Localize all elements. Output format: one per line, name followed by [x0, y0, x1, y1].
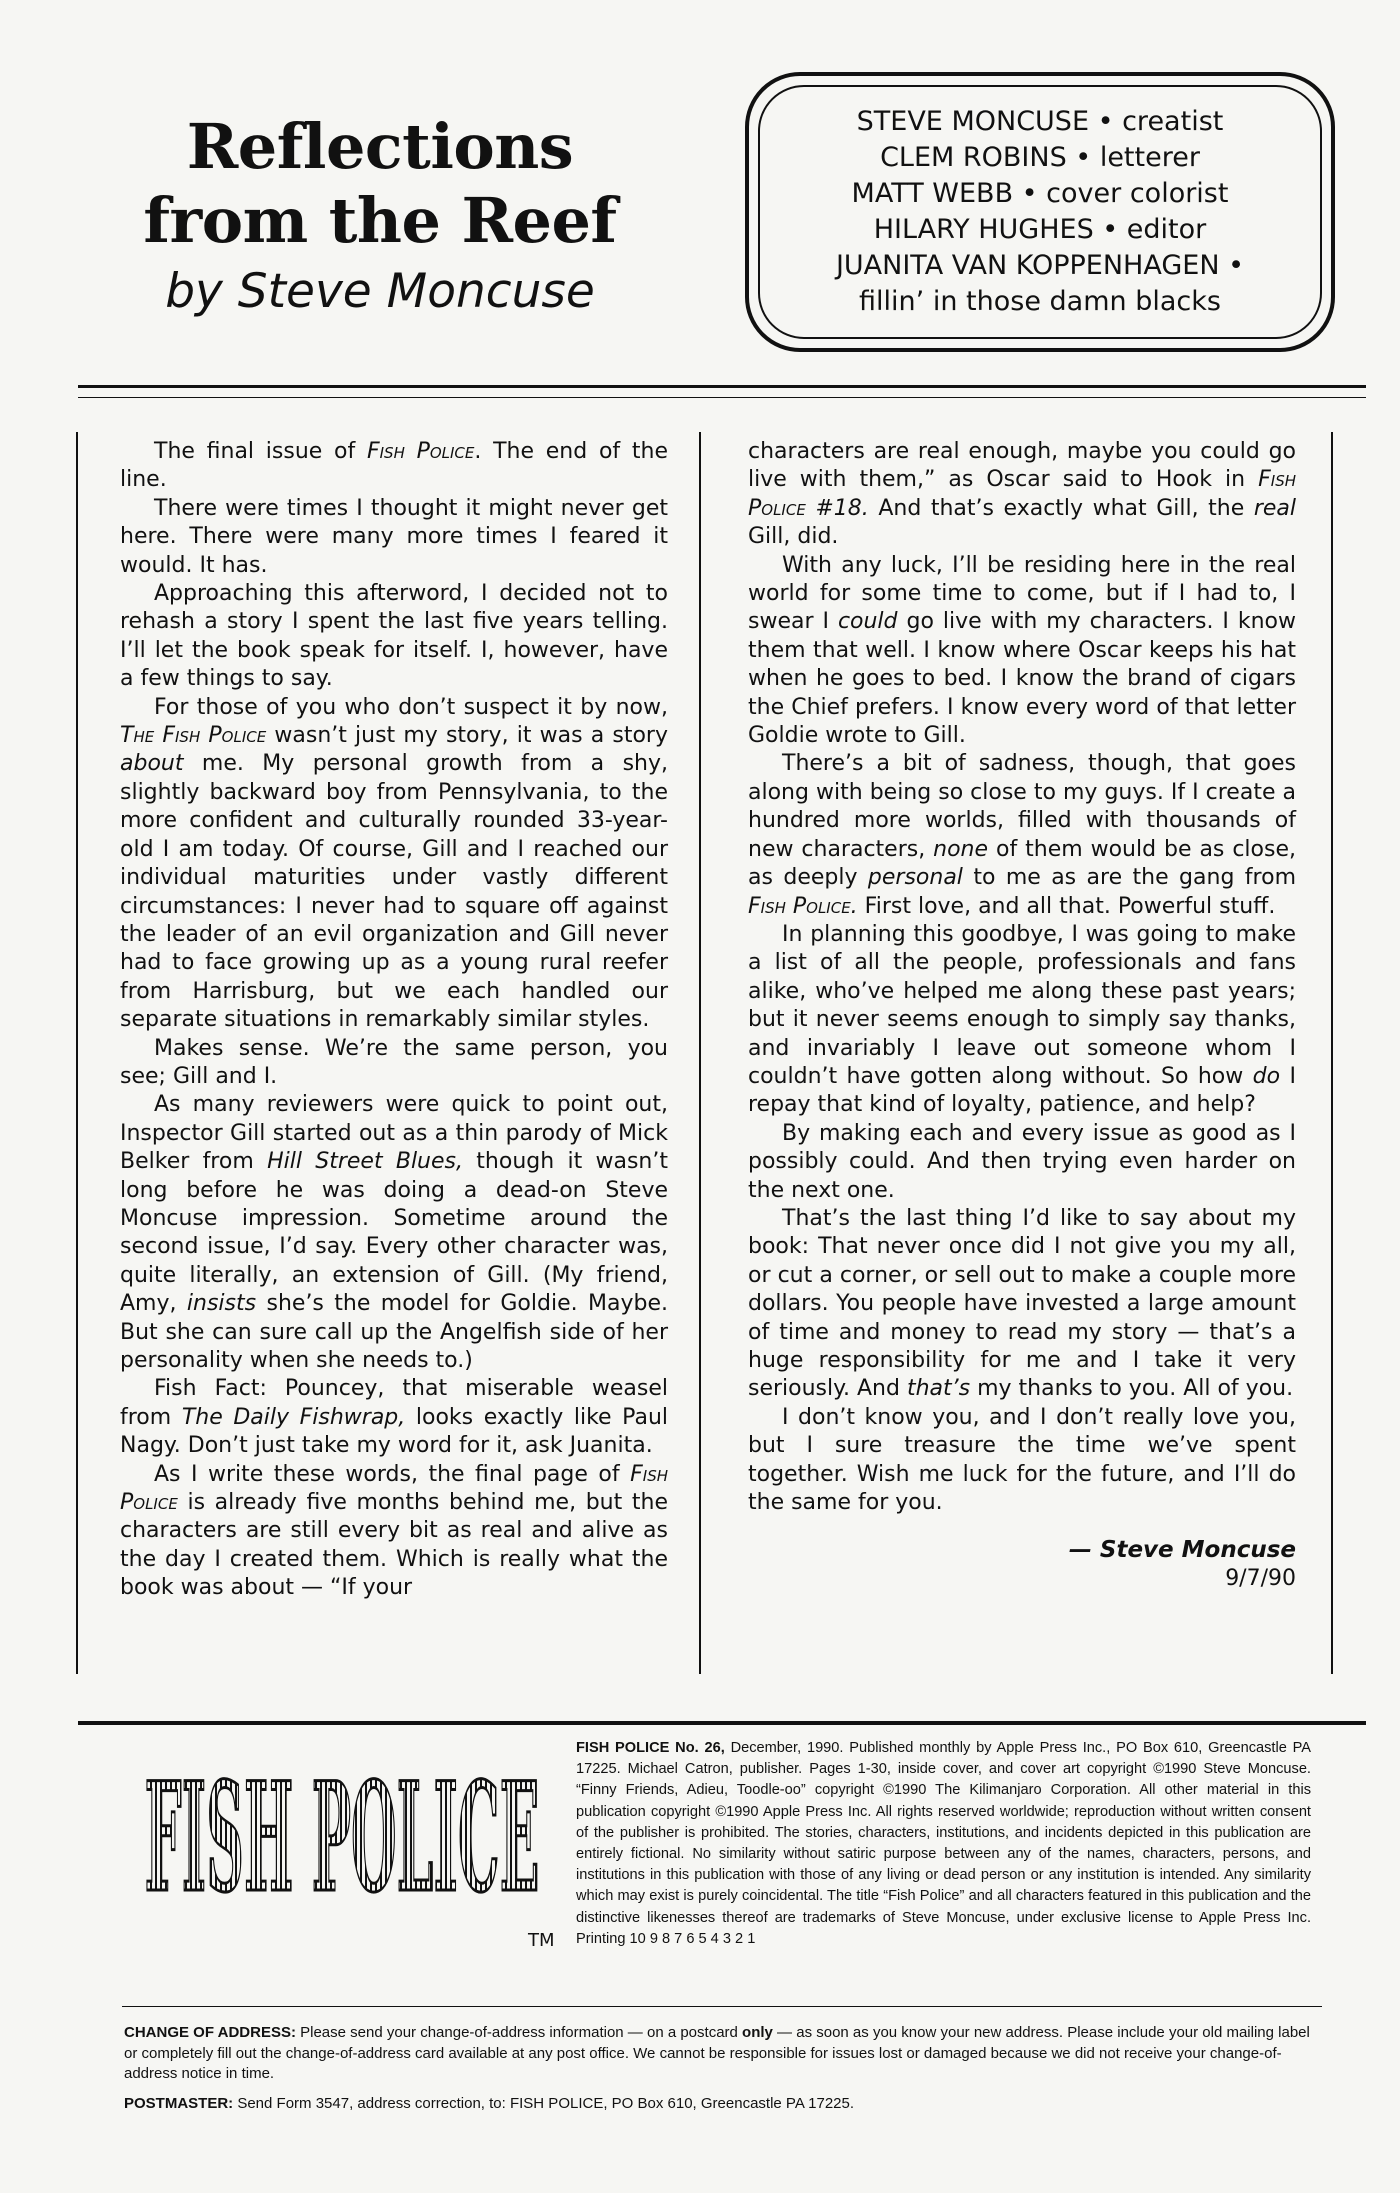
text-run: That’s the last thing I’d like to say about my book: That never once did I not give you my all, or cut a corner, or sell out to make a couple more dollars. You people have invested a large amount of time and money to read my story — that’s a huge responsibility for me and I take it very seriously. And: [748, 1205, 1296, 1402]
text-run: There were times I thought it might never get here. There were many more times I feared it would. It has.: [120, 495, 668, 578]
credits-box: [745, 72, 1335, 352]
text-run: With any luck, I’ll be residing here in the real world for some time to come, but if I had to, I swear I: [748, 552, 1296, 635]
credit-line: STEVE MONCUSE • creatist: [856, 106, 1224, 137]
column-rule-center: [699, 432, 701, 1674]
article-paragraph: [120, 1461, 668, 1603]
emphasis: that’s: [906, 1376, 971, 1402]
coa-text-a: Please send your change-of-address information — on a postcard: [295, 2024, 743, 2041]
title-reference: Fish Police: [120, 1461, 668, 1516]
text-run: to me as are the gang from: [962, 865, 1297, 891]
article-column-left: [120, 438, 668, 1603]
article-paragraph: [120, 495, 668, 580]
postmaster-text: Send Form 3547, address correction, to: FISH POLICE, PO Box 610, Greencastle PA 17225.: [233, 2094, 855, 2112]
article-paragraph: [748, 438, 1296, 552]
header-rule-thin: [78, 397, 1366, 398]
title-line-2: from the Reef: [143, 184, 617, 257]
text-run: my thanks to you. All of you.: [970, 1376, 1294, 1402]
byline: by Steve Moncuse: [165, 264, 595, 319]
article-paragraph: [748, 750, 1296, 920]
text-run: go live with my characters. I know them that well. I know where Oscar keeps his hat when he goes to bed. I know the brand of cigars the Chief prefers. I know every word of that letter Goldie wrote to Gill.: [748, 609, 1296, 749]
fish-police-logo: [140, 1765, 545, 1910]
column-rule-right: [1331, 432, 1333, 1674]
text-run: The final issue of: [154, 439, 367, 464]
credits-inner: [758, 85, 1322, 339]
emphasis: The Daily Fishwrap,: [181, 1404, 406, 1430]
article-paragraph: [748, 921, 1296, 1120]
emphasis: Hill Street Blues,: [267, 1149, 463, 1175]
text-run: though it wasn’t long before he was doing a dead-on Steve Moncuse impression. Sometime around the second issue, I’d say. Every other character was, quite literally, an extension of Gill. (My friend, Amy,: [120, 1149, 668, 1317]
emphasis: insists: [186, 1291, 257, 1317]
credit-line: CLEM ROBINS • letterer: [880, 142, 1200, 173]
coa-text-b: — as soon as you know your new address. Please include your old mailing label or completely fill out the change-of-address card available at any post office. We cannot be responsible for issues lost or damaged because we did not receive your change-of-address notice in time.: [124, 2024, 1310, 2082]
title-reference: Fish Police #18.: [748, 467, 1296, 521]
signature: [748, 1535, 1296, 1593]
credit-line: HILARY HUGHES • editor: [873, 214, 1207, 245]
text-run: I don’t know you, and I don’t really love you, but I sure treasure the time we’ve spent together. Wish me luck for the future, and I’ll do the same for you.: [748, 1404, 1296, 1516]
text-run: Approaching this afterword, I decided not to rehash a story I spent the last five years telling. I’ll let the book speak for itself. I, however, have a few things to say.: [120, 581, 668, 692]
postmaster-label: POSTMASTER:: [124, 2094, 234, 2112]
emphasis: could: [837, 609, 898, 635]
text-run: wasn’t just my story, it was a story: [266, 723, 668, 749]
text-run: By making each and every issue as good as I possibly could. And then trying even harder on the next one.: [748, 1120, 1296, 1203]
article-header: [100, 110, 660, 324]
coa-label: CHANGE OF ADDRESS:: [124, 2024, 296, 2041]
credit-line: MATT WEBB • cover colorist: [851, 178, 1229, 209]
article-column-right-body: [748, 438, 1296, 1517]
article-column-right: [748, 438, 1296, 1593]
title-reference: Fish Police: [366, 439, 475, 464]
article-paragraph: [120, 580, 668, 694]
article-paragraph: [120, 438, 668, 495]
title-reference: The Fish Police: [120, 723, 267, 749]
emphasis: real: [1253, 495, 1296, 521]
text-run: Makes sense. We’re the same person, you see; Gill and I.: [120, 1035, 668, 1089]
coa-only: only: [742, 2024, 773, 2041]
indicia-lead: FISH POLICE No. 26,: [576, 1740, 725, 1756]
text-run: looks exactly like Paul Nagy. Don’t just take my word for it, ask Juanita.: [120, 1404, 668, 1459]
column-rule-left: [76, 432, 78, 1674]
trademark-mark: TM: [528, 1930, 555, 1951]
text-run: There’s a bit of sadness, though, that goes along with being so close to my guys. If I create a hundred more worlds, filled with thousands of new characters,: [748, 751, 1296, 862]
article-paragraph: [120, 1375, 668, 1460]
article-paragraph: [120, 1035, 668, 1092]
text-run: In planning this goodbye, I was going to make a list of all the people, professionals and fans alike, who’ve helped me along these past years; but it never seems enough to simply say thanks, and invariably I leave out someone whom I couldn’t have gotten along without. So how: [748, 921, 1296, 1089]
text-run: of them would be as close, as deeply: [748, 836, 1296, 891]
text-run: Fish Fact: Pouncey, that miserable weasel from: [120, 1376, 668, 1430]
logo-text: FISH POLICE: [144, 1765, 540, 1910]
article-paragraph: [120, 694, 668, 1035]
text-run: characters are real enough, maybe you could go live with them,” as Oscar said to Hook in: [748, 439, 1296, 493]
footer-rule: [122, 2006, 1322, 2007]
text-run: me. My personal growth from a shy, slightly backward boy from Pennsylvania, to the more confident and culturally rounded 33-year-old I am today. Of course, Gill and I reached our individual maturities under vastly different circumstances: I never had to square off against the leader of an evil organization and Gill never had to face growing up as a young rural reefer from Harrisburg, but we each handled our separate situations in remarkably similar styles.: [120, 751, 668, 1033]
emphasis: do: [1252, 1063, 1281, 1089]
title-line-1: Reflections: [186, 110, 574, 183]
header-rule: [78, 385, 1366, 388]
article-paragraph: [748, 1404, 1296, 1518]
postmaster-notice: [124, 2094, 1320, 2115]
article-paragraph: [748, 552, 1296, 751]
title-reference: Fish Police.: [748, 893, 858, 919]
article-paragraph: [120, 1091, 668, 1375]
change-of-address-notice: [124, 2023, 1320, 2085]
emphasis: none: [933, 836, 989, 862]
credit-line: JUANITA VAN KOPPENHAGEN •: [835, 250, 1245, 281]
emphasis: personal: [867, 865, 963, 891]
text-run: As I write these words, the final page of: [154, 1461, 631, 1487]
text-run: I repay that kind of loyalty, patience, and help?: [748, 1063, 1296, 1118]
indicia-body: December, 1990. Published monthly by Apple Press Inc., PO Box 610, Greencastle PA 17225. Michael Catron, publisher. Pages 1-30, inside cover, and cover art copyright ©1990 Steve Moncuse. “Finny Friends, Adieu, Toodle-oo” copyright ©1990 The Kilimanjaro Corporation. All other material in this publication copyright ©1990 Apple Press Inc. All rights reserved worldwide; reproduction without written consent of the publisher is prohibited. The stories, characters, institutions, and incidents depicted in this publication are entirely fictional. No similarity without satiric purpose between any of the names, characters, persons, and institutions in this publication with those of any living or dead person or any institution is intended. Any similarity which may exist is purely coincidental. The title “Fish Police” and all characters featured in this publication and the distinctive likenesses thereof are trademarks of Steve Moncuse, under exclusive license to Apple Press Inc. Printing 10 9 8 7 6 5 4 3 2 1: [576, 1740, 1312, 1947]
signature-date: 9/7/90: [1225, 1566, 1296, 1592]
text-run: And that’s exactly what Gill, the: [868, 495, 1254, 521]
indicia-rule: [78, 1721, 1366, 1725]
signature-name: — Steve Moncuse: [1068, 1537, 1296, 1564]
text-run: As many reviewers were quick to point out, Inspector Gill started out as a thin parody of Mick Belker from: [120, 1092, 668, 1175]
text-run: . The end of the line.: [120, 439, 668, 493]
text-run: For those of you who don’t suspect it by now,: [154, 694, 668, 720]
article-paragraph: [748, 1120, 1296, 1205]
text-run: is already five months behind me, but the characters are still every bit as real and alive as the day I created them. Which is really what the book was about — “If your: [120, 1490, 668, 1601]
text-run: Gill, did.: [748, 524, 839, 550]
text-run: First love, and all that. Powerful stuff.: [857, 893, 1276, 919]
emphasis: about: [120, 751, 184, 777]
article-paragraph: [748, 1205, 1296, 1404]
publication-indicia: [576, 1738, 1311, 1950]
footer-notices: [124, 2023, 1320, 2123]
text-run: she’s the model for Goldie. Maybe. But she can sure call up the Angelfish side of her personality when she needs to.): [120, 1291, 668, 1373]
credit-line: fillin’ in those damn blacks: [859, 286, 1221, 317]
